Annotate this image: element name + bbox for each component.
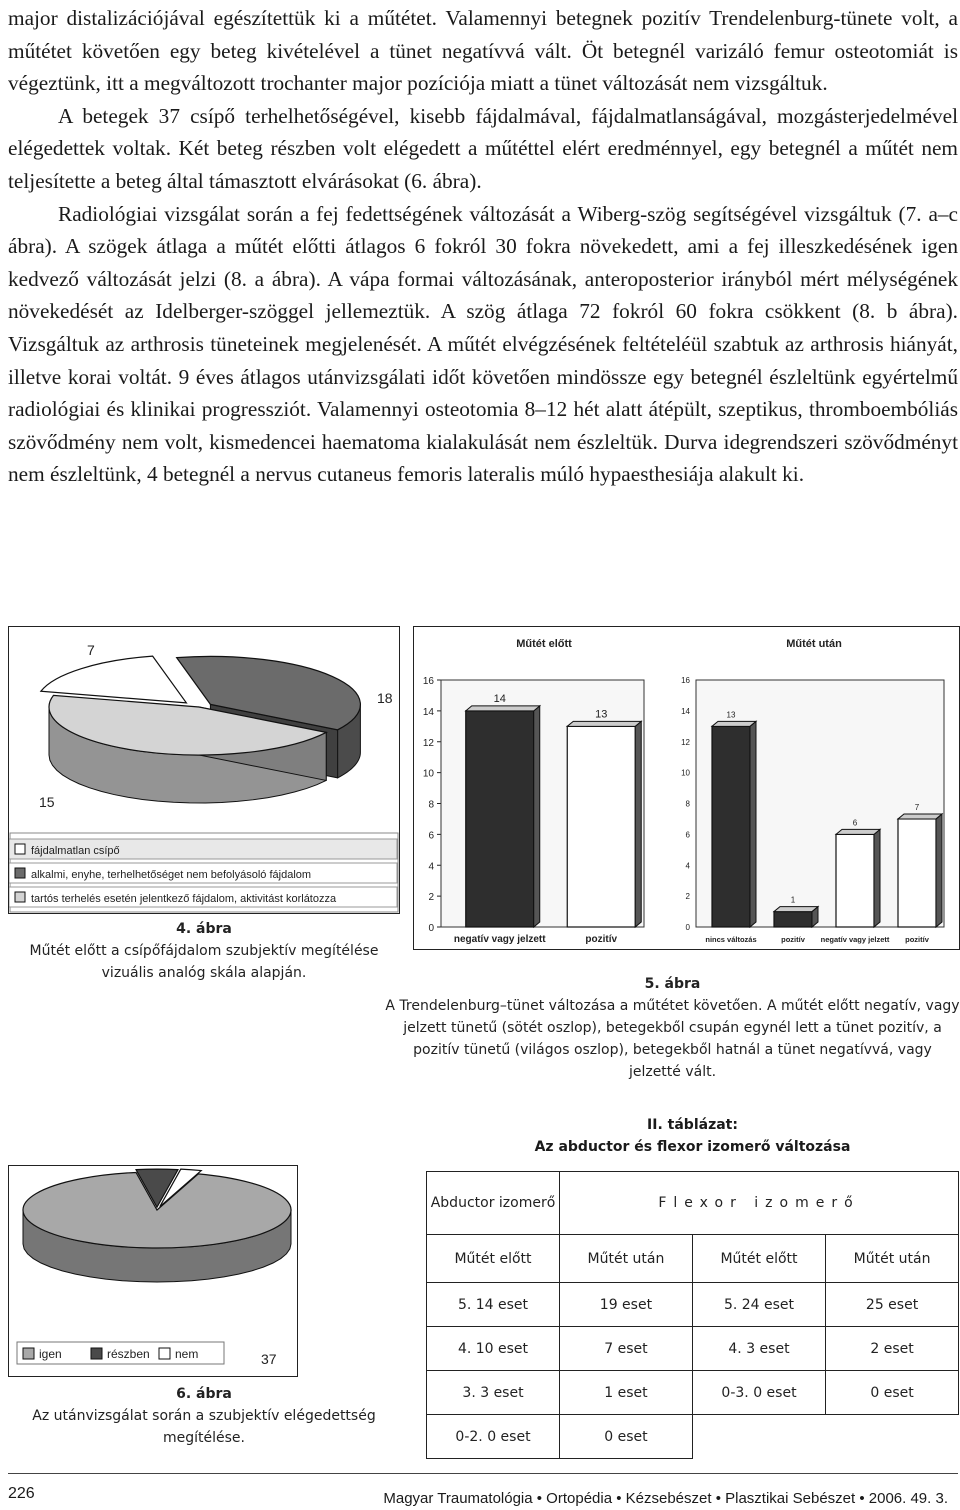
x-tick-label: pozitív	[781, 935, 805, 944]
figure-5-caption	[385, 973, 960, 1083]
bar-depth	[750, 721, 756, 927]
y-tick-label: 2	[685, 892, 690, 902]
y-tick-label: 4	[685, 861, 690, 871]
bar	[466, 711, 534, 927]
table-row	[427, 1283, 959, 1327]
journal-name: Magyar Traumatológia • Ortopédia • Kézsebészet • Plasztikai Sebészet • 2006. 49. 3.	[383, 1490, 948, 1507]
pie-value-label: 37	[261, 1351, 277, 1367]
table-head-flexor: Flexor izomerő	[560, 1172, 959, 1235]
bar-value-label: 7	[914, 802, 920, 812]
legend-label: fájdalmatlan csípő	[31, 845, 120, 857]
bar-depth	[635, 721, 641, 927]
y-tick-label: 0	[685, 923, 690, 932]
figure-6-caption	[8, 1383, 400, 1449]
table-cell: 5. 14 eset	[427, 1283, 560, 1327]
y-tick-label: 8	[428, 799, 434, 811]
table-subhead: Műtét előtt	[692, 1235, 825, 1283]
x-tick-label: negatív vagy jelzett	[453, 934, 546, 945]
y-tick-label: 6	[428, 830, 434, 842]
bar-top	[774, 907, 818, 912]
table-head-abductor: Abductor izomerő	[427, 1172, 560, 1235]
y-tick-label: 14	[681, 706, 690, 716]
table-cell: 1 eset	[560, 1371, 693, 1415]
table-row	[427, 1327, 959, 1371]
legend-label: tartós terhelés esetén jelentkező fájdalom, aktivitást korlátozza	[31, 893, 337, 905]
table-cell: 3. 3 eset	[427, 1371, 560, 1415]
paragraph-2: A betegek 37 csípő terhelhetőségével, kisebb fájdalmával, fájdalmatlanságával, mozgásterjedelmével elégedettek voltak. Két beteg részben volt elégedett a műtéttel elért eredménnyel, egy betegnél a műtét nem teljesítette a beteg által támasztott elvárásokat (6. ábra).	[8, 103, 958, 193]
pie-value-label: 7	[87, 642, 95, 658]
bar-value-label: 13	[726, 710, 736, 720]
figure-5-box	[413, 626, 960, 950]
y-tick-label: 16	[422, 676, 434, 687]
bar-top	[567, 721, 641, 726]
bar	[712, 726, 750, 927]
y-tick-label: 6	[685, 830, 690, 840]
bar-value-label: 13	[595, 708, 608, 721]
bar	[898, 819, 936, 927]
table-number: II. táblázat:	[647, 1117, 738, 1133]
x-tick-label: negatív vagy jelzett	[820, 935, 890, 944]
table-title	[425, 1114, 960, 1158]
table-cell: 25 eset	[826, 1283, 959, 1327]
table-cell: 7 eset	[560, 1327, 693, 1371]
x-tick-label: pozitív	[905, 935, 929, 944]
bar-depth	[936, 814, 942, 927]
table-cell: 4. 3 eset	[692, 1327, 825, 1371]
figure-4-caption	[8, 918, 400, 984]
y-tick-label: 0	[428, 923, 434, 934]
footer-rule	[8, 1473, 958, 1474]
table-cell-empty	[692, 1415, 825, 1459]
figure-5-text: A Trendelenburg–tünet változása a műtétet követően. A műtét előtt negatív, vagy jelzett tünetű (sötét oszlop), betegekből csupán egynél lett a tünet pozitív, a pozitív tünetű (világos oszlop), betegekből hatnál a tünet negatívvá, vagy jelzetté vált.	[385, 998, 960, 1080]
page-number: 226	[8, 1485, 35, 1502]
table-subhead: Műtét előtt	[427, 1235, 560, 1283]
figure-4-text: Műtét előtt a csípőfájdalom szubjektív megítélése vizuális analóg skála alapján.	[29, 943, 379, 981]
y-tick-label: 4	[428, 861, 434, 873]
bar-top	[712, 721, 756, 726]
y-tick-label: 16	[681, 676, 690, 685]
bar-value-label: 1	[790, 895, 796, 905]
y-tick-label: 2	[428, 892, 434, 904]
figure-6-text: Az utánvizsgálat során a szubjektív elégedettség megítélése.	[32, 1408, 376, 1446]
table-cell: 0 eset	[560, 1415, 693, 1459]
legend-swatch	[23, 1348, 34, 1359]
figure-4-label: 4. ábra	[176, 921, 232, 937]
bar	[774, 912, 812, 927]
abductor-flexor-table	[426, 1171, 959, 1459]
paragraph-1: major distalizációjával egészítettük ki a műtétet. Valamennyi betegnek pozitív Trendelenburg-tünete volt, a műtétet követően egy beteg kivételével a tünet negatívvá vált. Öt betegnél varizáló femur osteotomiát is végeztünk, itt a megváltozott trochanter major pozíciója miatt a tünet változását nem vizsgáltuk.	[8, 6, 958, 96]
legend-swatch	[91, 1348, 102, 1359]
table-cell: 5. 24 eset	[692, 1283, 825, 1327]
paragraph-3: Radiológiai vizsgálat során a fej fedettségének változását a Wiberg-szög segítségével vizsgáltuk (7. a–c ábra). A szögek átlaga a műtét előtti átlagos 6 fokról 30 fokra növekedett, ami a fej illeszkedésének igen kedvező változását jelzi (8. a ábra). A vápa formai változásának, anteroposterior irányból mért mélységének növekedését az Idelberger-szöggel jellemeztük. A szög átlaga 72 fokról 60 fokra csökkent (8. b ábra). Vizsgáltuk az arthrosis tüneteinek megjelenését. A műtét elvégzésének feltételéül szabtuk az arthrosis hiányát, illetve korai voltát. 9 éves átlagos utánvizsgálati időt követően mindössze egy betegnél észleltünk egyértelmű radiológiai és klinikai progressziót. Valamennyi osteotomia 8–12 hét alatt átépült, szeptikus, thromboembóliás szövődmény nem volt, kismedencei haematoma kialakulását nem észleltük. Durva idegrendszeri szövődményt nem észleltünk, 4 betegnél a nervus cutaneus femoris lateralis múló hypaesthesiája alakult ki.	[8, 201, 958, 487]
legend-label: nem	[175, 1347, 199, 1361]
y-tick-label: 10	[422, 768, 434, 780]
bar	[836, 834, 874, 927]
pie-value-label: 18	[377, 690, 393, 706]
bar-top	[836, 829, 880, 834]
figure-4-pie-chart	[9, 627, 399, 913]
bar-value-label: 14	[493, 692, 506, 705]
x-tick-label: nincs változás	[705, 935, 757, 944]
table-cell: 19 eset	[560, 1283, 693, 1327]
table-subhead: Műtét után	[560, 1235, 693, 1283]
figure-6-pie-chart	[9, 1166, 297, 1376]
panel-title: Műtét után	[786, 638, 842, 650]
figure-5-label: 5. ábra	[644, 976, 701, 992]
y-tick-label: 14	[422, 706, 434, 718]
y-tick-label: 12	[681, 737, 690, 747]
table-cell-empty	[826, 1415, 959, 1459]
legend-label: igen	[39, 1347, 62, 1361]
bar-value-label: 6	[852, 818, 858, 828]
pie-value-label: 15	[39, 794, 55, 810]
y-tick-label: 10	[681, 768, 690, 778]
legend-swatch	[15, 868, 25, 878]
figure-6-box	[8, 1165, 298, 1377]
bar-depth	[874, 829, 880, 927]
y-tick-label: 12	[422, 737, 434, 749]
panel-title: Műtét előtt	[516, 638, 572, 650]
table-row	[427, 1371, 959, 1415]
table-cell: 4. 10 eset	[427, 1327, 560, 1371]
bar	[567, 726, 635, 927]
table-cell: 0-3. 0 eset	[692, 1371, 825, 1415]
figure-6-label: 6. ábra	[176, 1386, 232, 1402]
table-cell: 0 eset	[826, 1371, 959, 1415]
bar-top	[898, 814, 942, 819]
table-caption: Az abductor és flexor izomerő változása	[534, 1139, 851, 1155]
y-tick-label: 8	[685, 799, 690, 809]
table-subhead: Műtét után	[826, 1235, 959, 1283]
bar-depth	[534, 706, 540, 927]
table-cell: 2 eset	[826, 1327, 959, 1371]
table-row	[427, 1415, 959, 1459]
figure-5-bar-chart	[414, 627, 959, 949]
bar-top	[466, 706, 540, 711]
table-cell: 0-2. 0 eset	[427, 1415, 560, 1459]
legend-swatch	[159, 1348, 170, 1359]
figure-4-box	[8, 626, 400, 914]
legend-label: alkalmi, enyhe, terhelhetőséget nem befolyásoló fájdalom	[31, 869, 312, 881]
legend-swatch	[15, 892, 25, 902]
body-text	[8, 2, 958, 491]
legend-swatch	[15, 844, 25, 854]
x-tick-label: pozitív	[585, 934, 618, 945]
legend-label: részben	[107, 1347, 150, 1361]
